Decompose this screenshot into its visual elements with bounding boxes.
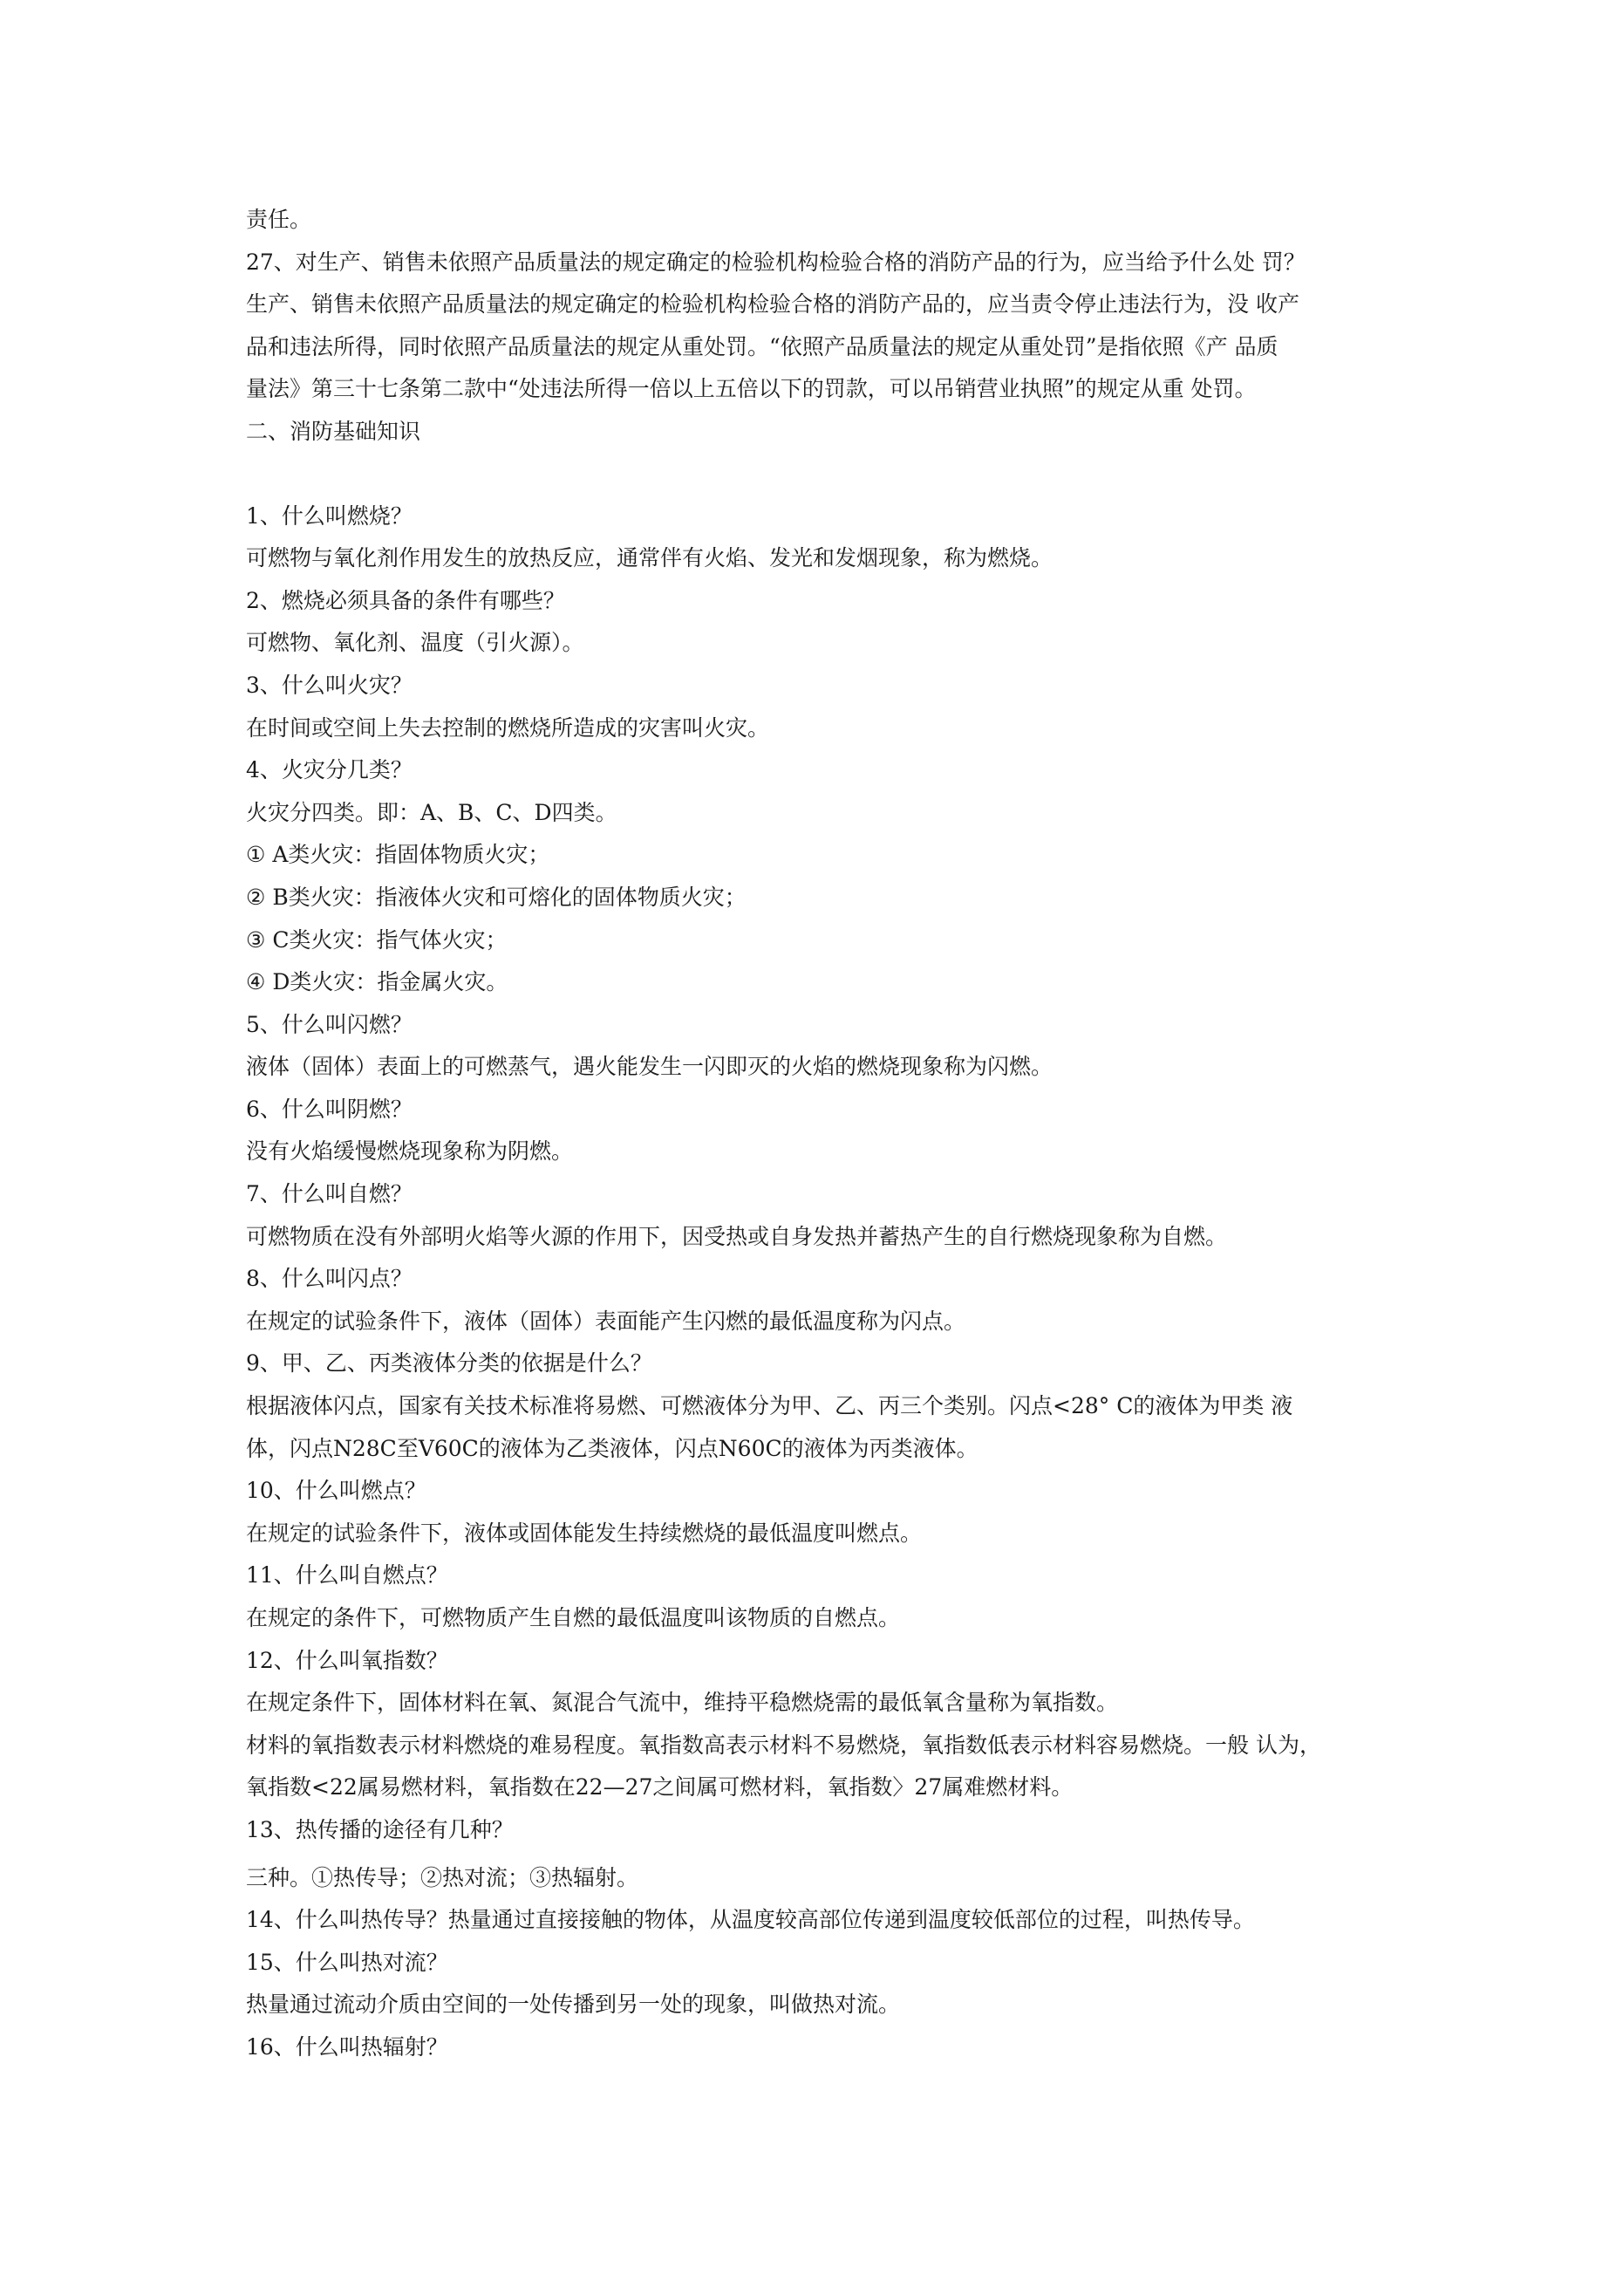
- text-line: 14、什么叫热传导？热量通过直接接触的物体，从温度较高部位传递到温度较低部位的过程，叫热传导。: [246, 1907, 1255, 1933]
- text-line: 二、消防基础知识: [246, 418, 421, 444]
- text-line: 没有火焰缓慢燃烧现象称为阴燃。: [246, 1138, 574, 1165]
- text-line: 三种。①热传导；②热对流；③热辐射。: [246, 1864, 639, 1890]
- text-line: 量法》第三十七条第二款中“处违法所得一倍以上五倍以下的罚款，可以吊销营业执照”的规定从重 处罚。: [246, 376, 1257, 402]
- document-body: [246, 199, 1406, 2069]
- text-line: 3、什么叫火灾？: [246, 672, 413, 698]
- text-line: 13、热传播的途径有几种？: [246, 1816, 514, 1842]
- text-line: 热量通过流动介质由空间的一处传播到另一处的现象，叫做热对流。: [246, 1992, 901, 2018]
- text-line: 体，闪点N28C至V60C的液体为乙类液体，闪点N60C的液体为丙类液体。: [246, 1435, 979, 1461]
- text-line: 5、什么叫闪燃？: [246, 1011, 413, 1037]
- text-line: 7、什么叫自燃？: [246, 1181, 413, 1207]
- text-line: 在规定的试验条件下，液体或固体能发生持续燃烧的最低温度叫燃点。: [246, 1520, 923, 1546]
- text-line: 液体（固体）表面上的可燃蒸气，遇火能发生一闪即灭的火焰的燃烧现象称为闪燃。: [246, 1054, 1054, 1080]
- text-line: 氧指数<22属易燃材料，氧指数在22—27之间属可燃材料，氧指数〉27属难燃材料。: [246, 1774, 1074, 1801]
- text-line: 1、什么叫燃烧？: [246, 502, 413, 529]
- text-line: 6、什么叫阴燃？: [246, 1096, 413, 1122]
- text-line: 品和违法所得，同时依照产品质量法的规定从重处罚。“依照产品质量法的规定从重处罚”是指依照《产 品质: [246, 333, 1279, 359]
- text-line: ① A类火灾：指固体物质火灾；: [246, 842, 550, 868]
- text-line: ③ C类火灾：指气体火灾；: [246, 926, 508, 953]
- text-line: 在规定的条件下，可燃物质产生自燃的最低温度叫该物质的自燃点。: [246, 1605, 901, 1630]
- text-line: 4、火灾分几类？: [246, 757, 413, 783]
- text-line: 15、什么叫热对流？: [246, 1949, 448, 1975]
- text-line: 可燃物质在没有外部明火焰等火源的作用下，因受热或自身发热并蓄热产生的自行燃烧现象称为自燃。: [246, 1223, 1228, 1249]
- text-line: ④ D类火灾：指金属火灾。: [246, 969, 508, 995]
- text-line: 11、什么叫自燃点？: [246, 1562, 448, 1589]
- text-line: 责任。: [246, 207, 312, 232]
- text-line: 在规定条件下，固体材料在氧、氮混合气流中，维持平稳燃烧需的最低氧含量称为氧指数。: [246, 1690, 1119, 1716]
- text-line: 8、什么叫闪点？: [246, 1266, 413, 1292]
- text-line: ② B类火灾：指液体火灾和可熔化的固体物质火灾；: [246, 884, 747, 910]
- text-line: 27、对生产、销售未依照产品质量法的规定确定的检验机构检验合格的消防产品的行为，应当给予什么处 罚？: [246, 249, 1306, 275]
- text-line: 火灾分四类。即：A、B、C、D四类。: [246, 799, 617, 825]
- basic-knowledge-section: [246, 495, 1406, 1852]
- text-line: 生产、销售未依照产品质量法的规定确定的检验机构检验合格的消防产品的，应当责令停止违法行为，没 收产: [246, 291, 1299, 318]
- intro-section: [246, 199, 1406, 454]
- text-line: 可燃物、氧化剂、温度（引火源）。: [246, 630, 584, 656]
- heat-transfer-section: [246, 1857, 1406, 2069]
- text-line: 2、燃烧必须具备的条件有哪些？: [246, 587, 565, 613]
- text-line: 10、什么叫燃点？: [246, 1478, 426, 1504]
- text-line: 可燃物与氧化剂作用发生的放热反应，通常伴有火焰、发光和发烟现象，称为燃烧。: [246, 545, 1054, 571]
- text-line: 根据液体闪点，国家有关技术标准将易燃、可燃液体分为甲、乙、丙三个类别。闪点<28° C的液体为甲类 液: [246, 1393, 1293, 1419]
- text-line: 在时间或空间上失去控制的燃烧所造成的灾害叫火灾。: [246, 714, 770, 741]
- text-line: 16、什么叫热辐射？: [246, 2033, 448, 2060]
- text-line: 材料的氧指数表示材料燃烧的难易程度。氧指数高表示材料不易燃烧，氧指数低表示材料容易燃烧。一般 认为，: [246, 1732, 1321, 1758]
- section-spacer: [246, 454, 1406, 495]
- text-line: 在规定的试验条件下，液体（固体）表面能产生闪燃的最低温度称为闪点。: [246, 1308, 966, 1334]
- text-line: 9、甲、乙、丙类液体分类的依据是什么？: [246, 1350, 652, 1377]
- text-line: 12、什么叫氧指数？: [246, 1647, 448, 1673]
